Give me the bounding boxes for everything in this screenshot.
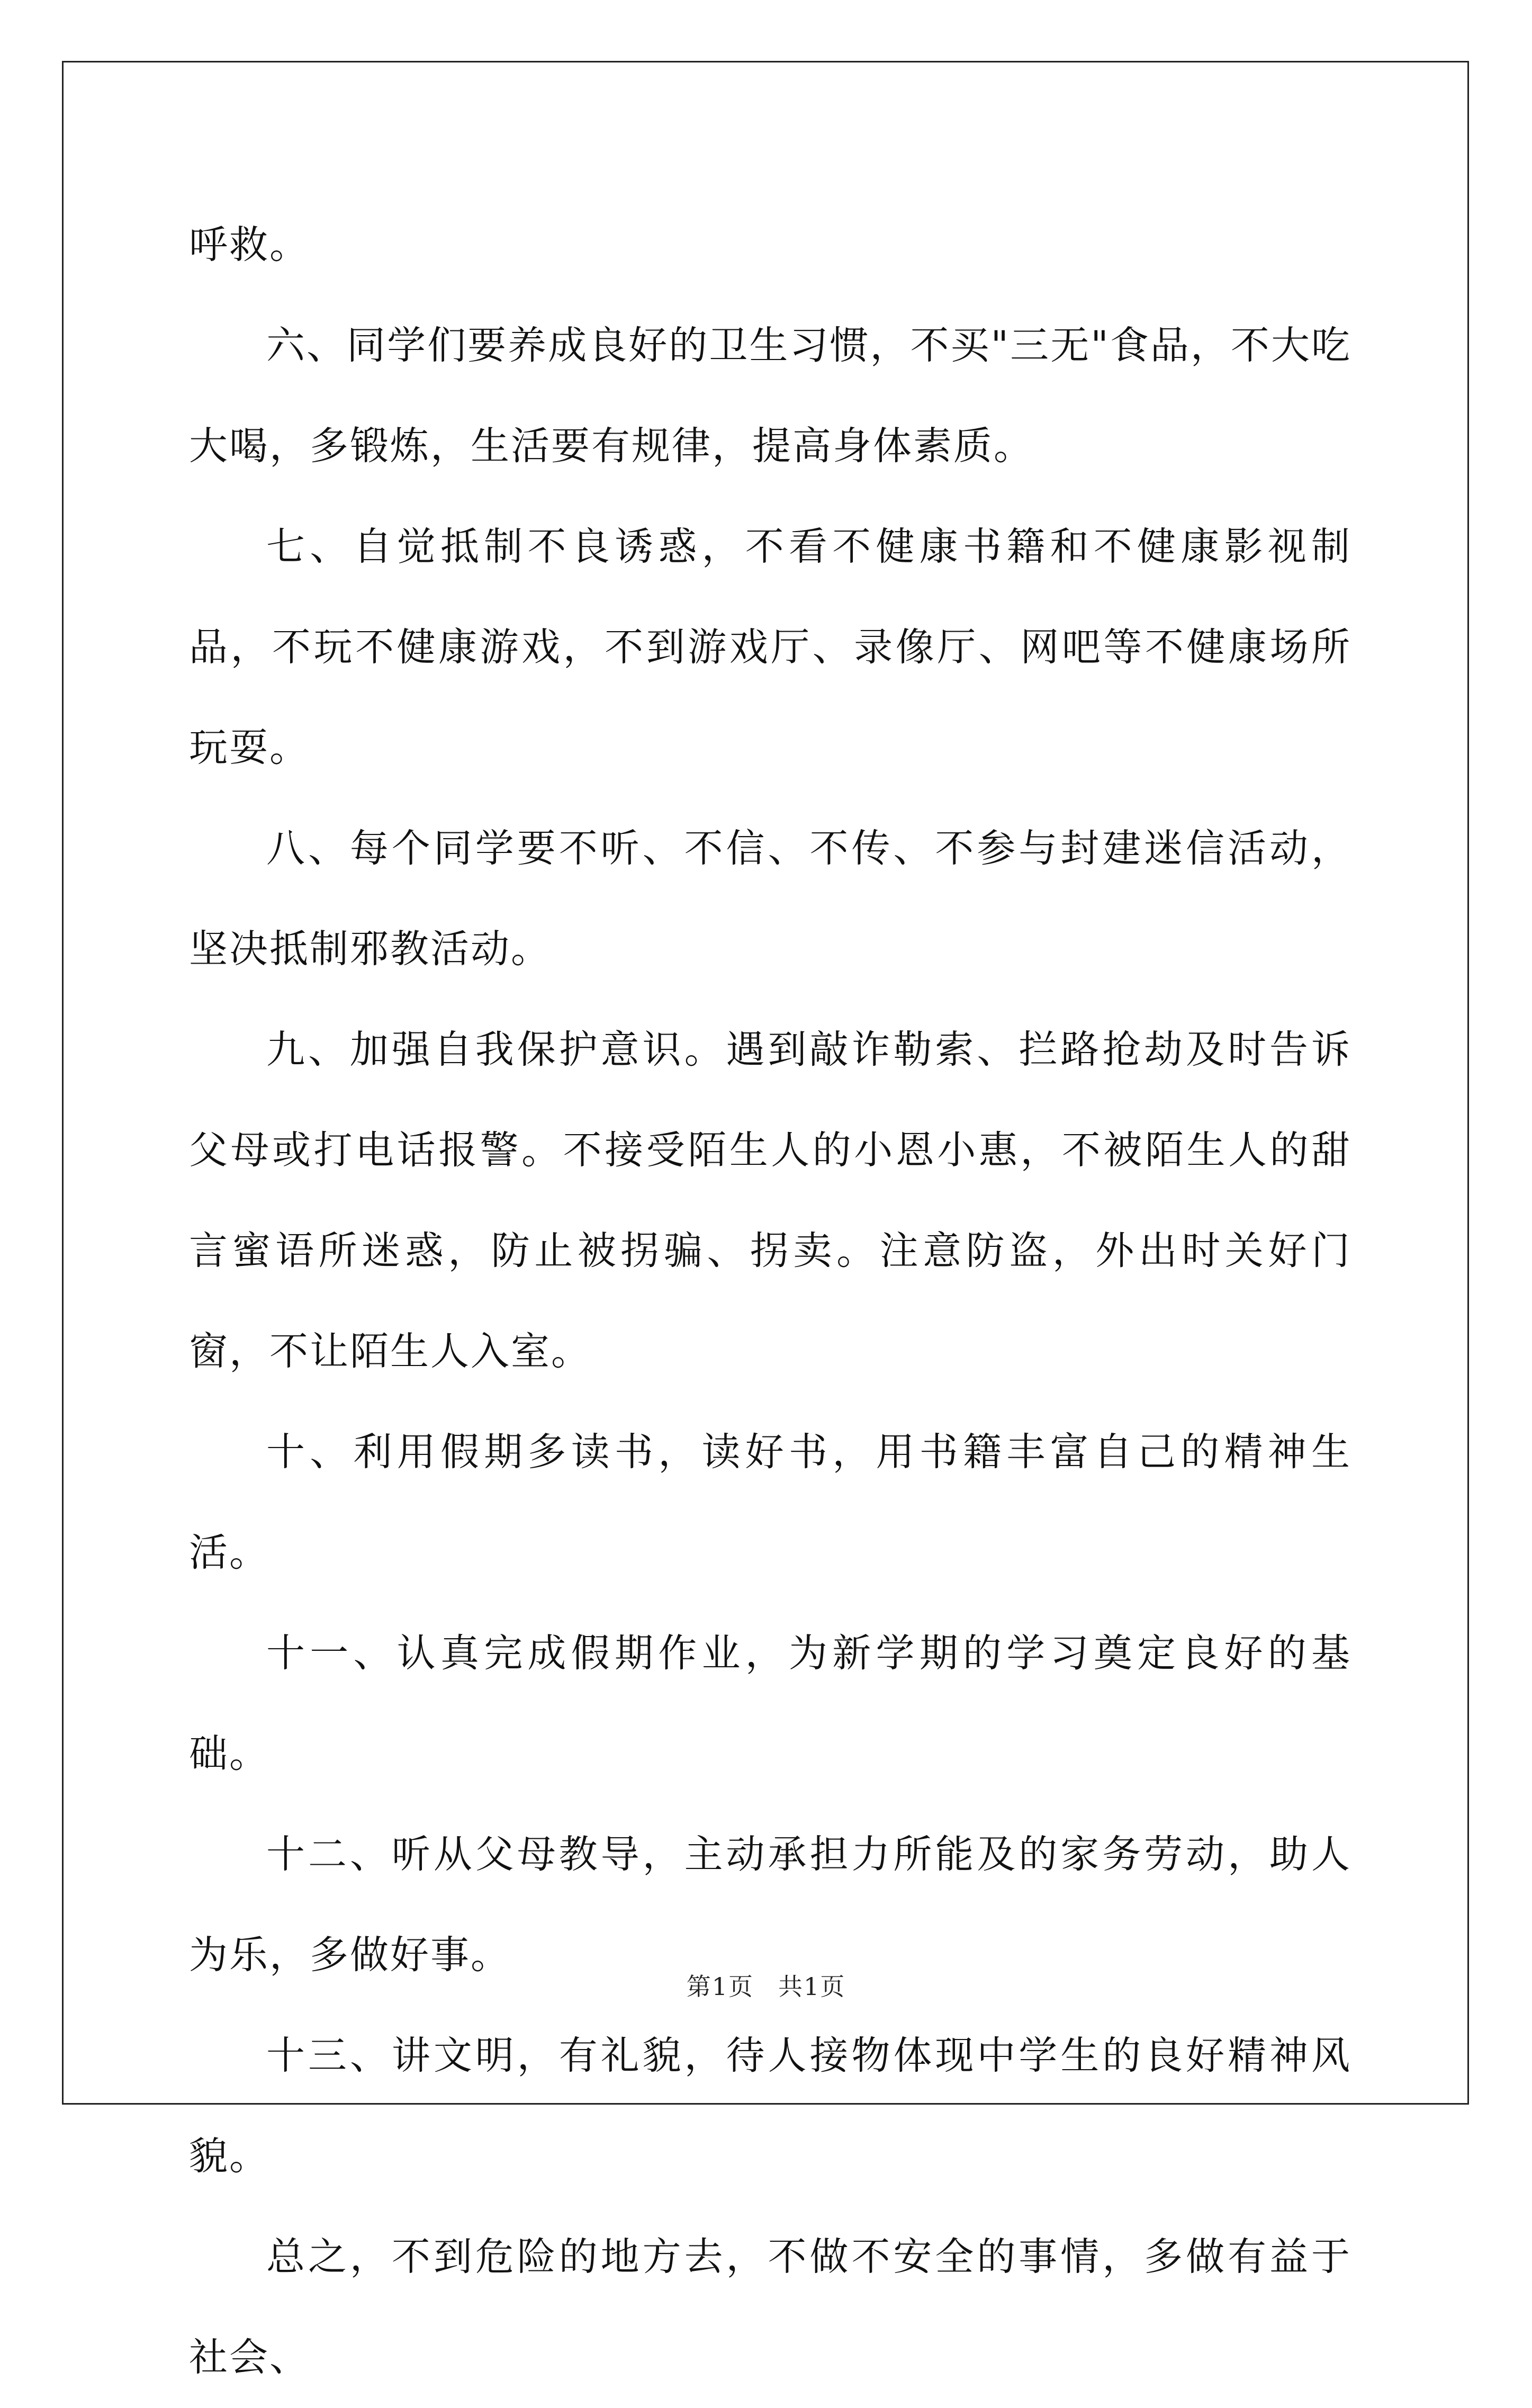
page-number: 第1页 (686, 1972, 754, 2001)
paragraph-item-9: 九、加强自我保护意识。遇到敲诈勒索、拦路抢劫及时告诉父母或打电话报警。不接受陌生人的小恩小惠，不被陌生人的甜言蜜语所迷惑，防止被拐骗、拐卖。注意防盗，外出时关好门窗，不让陌生人入室。 (189, 1027, 1351, 1374)
paragraph-conclusion: 总之，不到危险的地方去，不做不安全的事情，多做有益于社会、 (189, 2234, 1351, 2380)
paragraph-item-11: 十一、认真完成假期作业，为新学期的学习奠定良好的基础。 (189, 1631, 1351, 1776)
document-body (189, 195, 1351, 2408)
paragraph-item-13: 十三、讲文明，有礼貌，待人接物体现中学生的良好精神风貌。 (189, 2033, 1351, 2179)
paragraph-item-6: 六、同学们要养成良好的卫生习惯，不买"三无"食品，不大吃大喝，多锻炼，生活要有规律，提高身体素质。 (189, 323, 1351, 469)
paragraph-item-12: 十二、听从父母教导，主动承担力所能及的家务劳动，助人为乐，多做好事。 (189, 1832, 1351, 1978)
page-total: 共1页 (778, 1972, 846, 2001)
paragraph-item-8: 八、每个同学要不听、不信、不传、不参与封建迷信活动，坚决抵制邪教活动。 (189, 826, 1351, 972)
paragraph-item-10: 十、利用假期多读书，读好书，用书籍丰富自己的精神生活。 (189, 1430, 1351, 1575)
paragraph-item-7: 七、自觉抵制不良诱惑，不看不健康书籍和不健康影视制品，不玩不健康游戏，不到游戏厅、录像厅、网吧等不健康场所玩耍。 (189, 524, 1351, 770)
paragraph-continuation: 呼救。 (189, 222, 310, 267)
page-footer (0, 1971, 1532, 2002)
